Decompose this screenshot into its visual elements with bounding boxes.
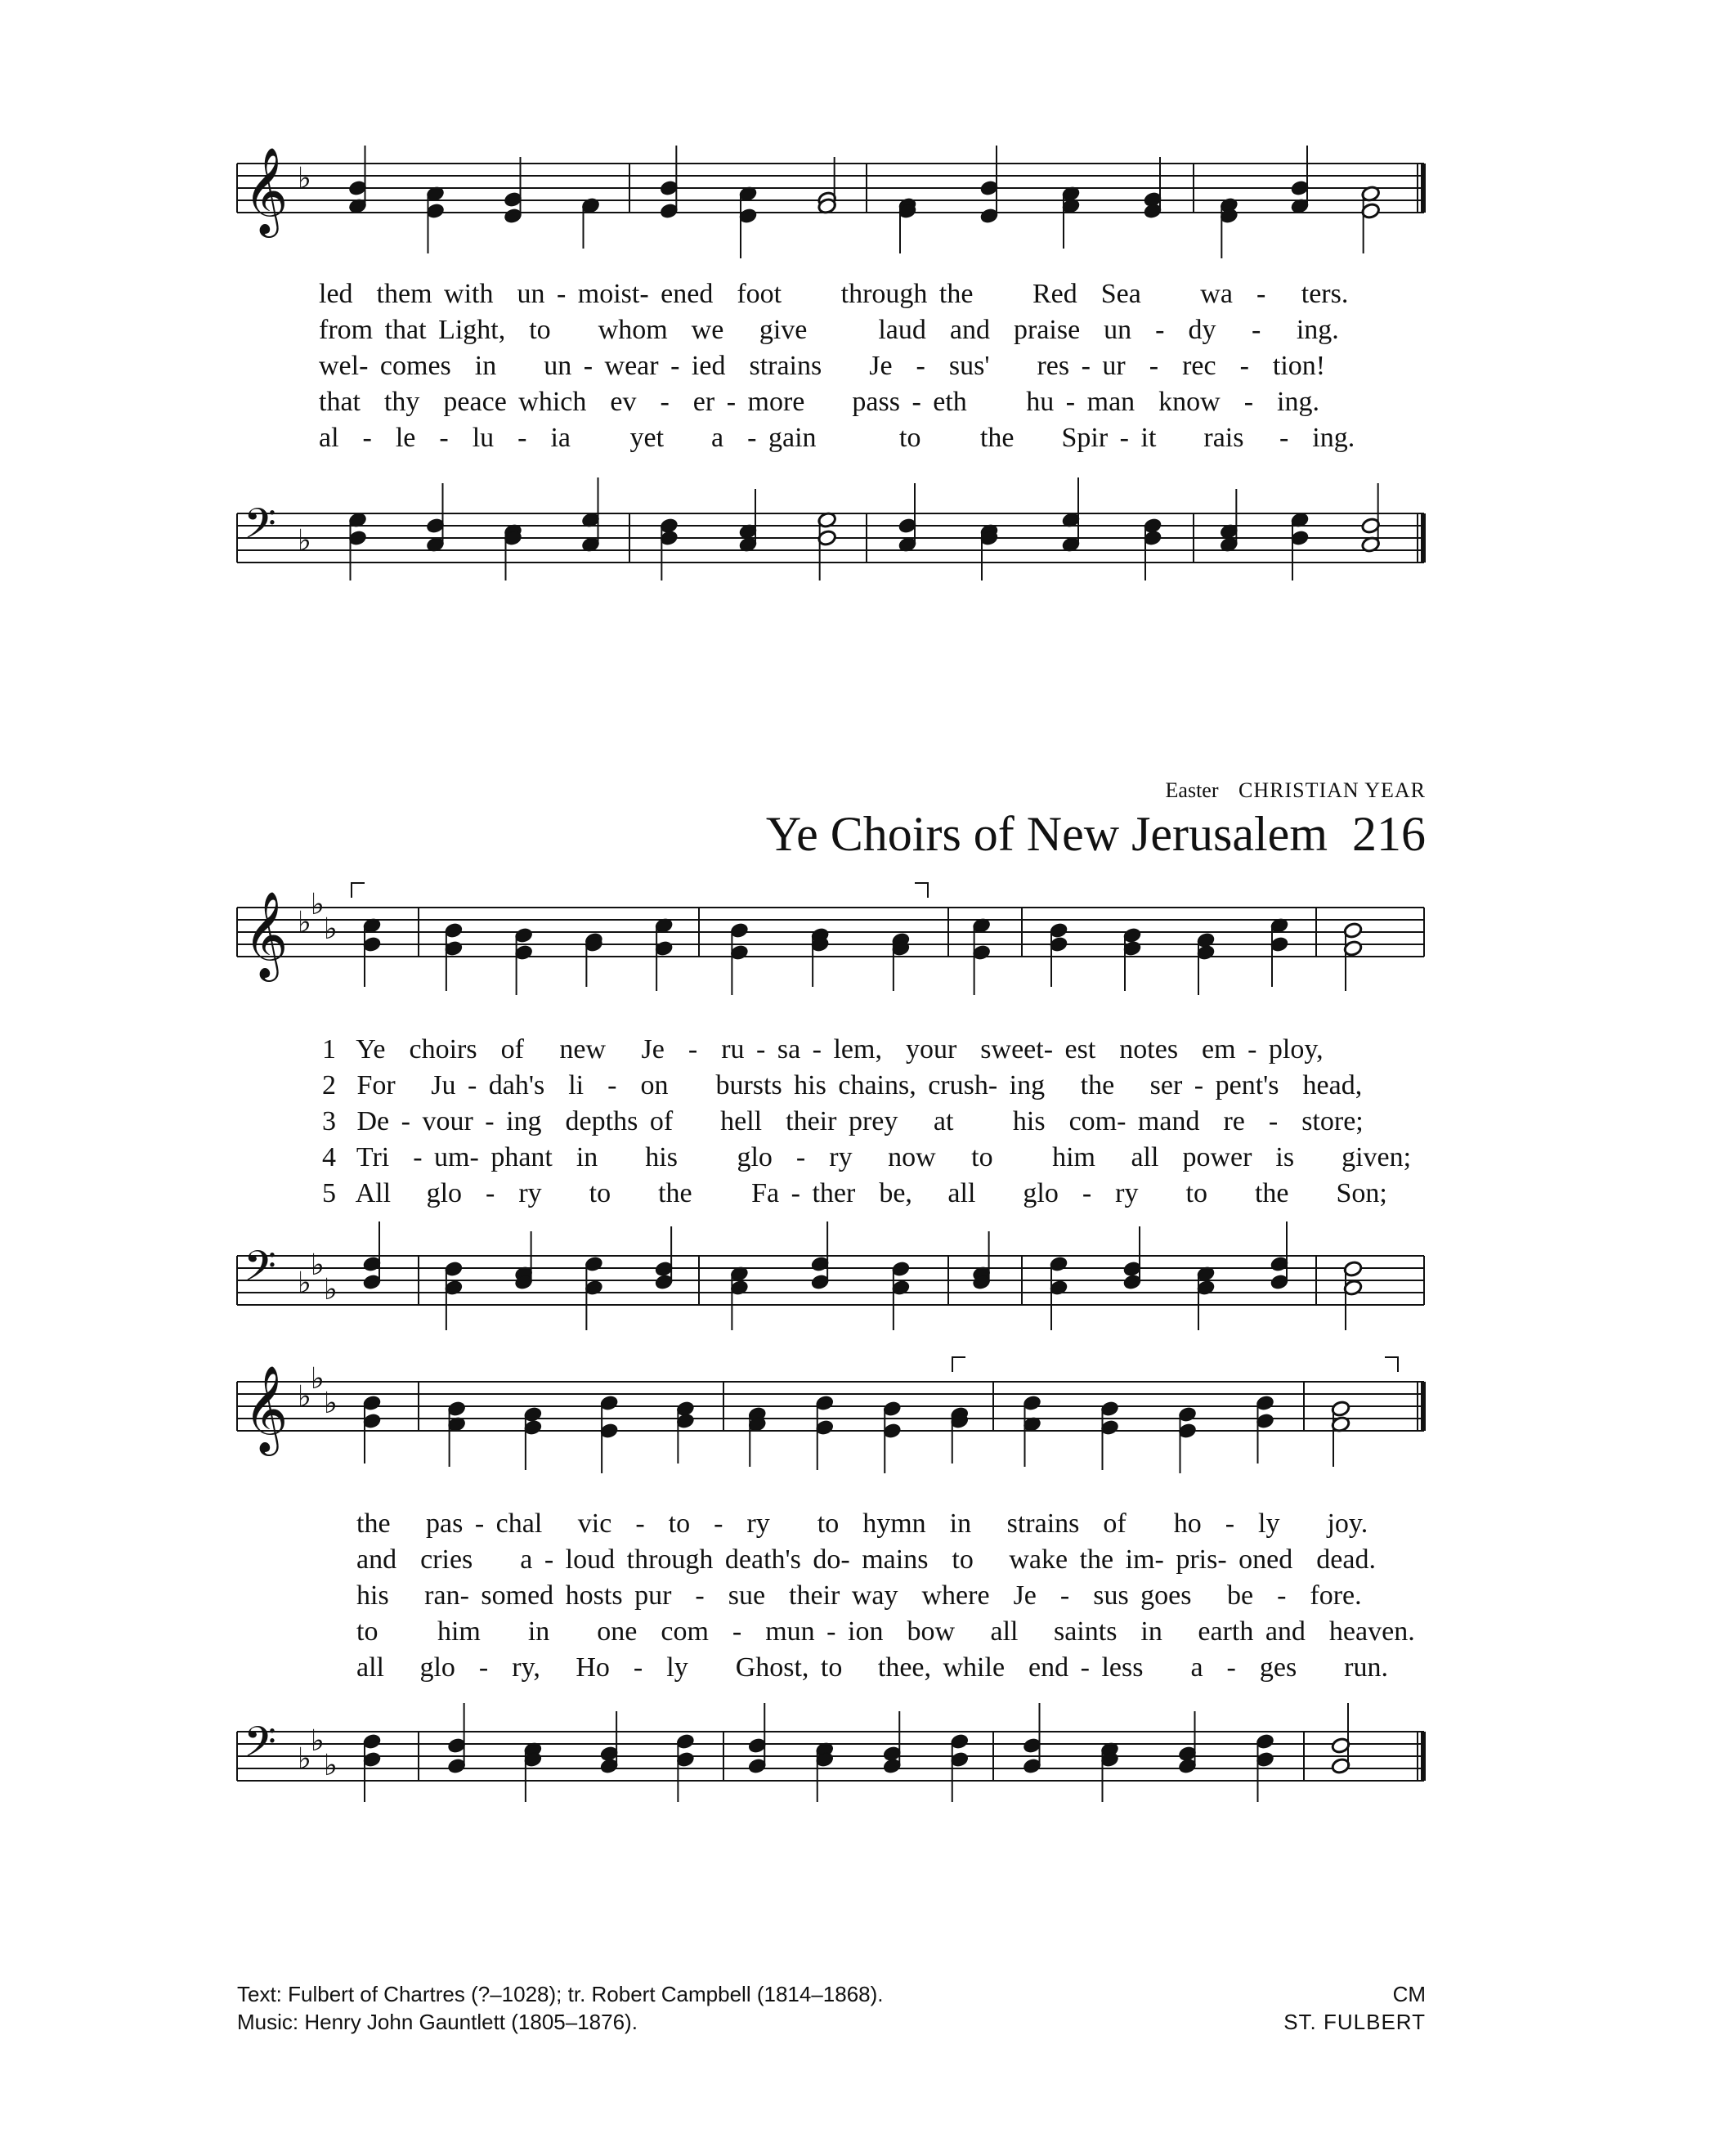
verse-line: 2 For Ju - dah's li - on bursts his chains, crush- ing the ser - pent's head, — [322, 1070, 1363, 1100]
flat-icon: ♭ — [311, 1248, 325, 1282]
meter-label: CM — [1392, 1982, 1426, 2006]
final-barline — [1421, 164, 1426, 213]
tune-name: ST. FULBERT — [1283, 2010, 1426, 2034]
verse-line: all glo - ry, Ho - ly Ghost, to thee, while end - less a - ges run. — [356, 1652, 1389, 1683]
flat-icon: ♭ — [298, 1742, 311, 1776]
flat-icon: ♭ — [311, 888, 325, 921]
hymn-title-row — [572, 806, 1426, 863]
credits — [237, 1980, 884, 2036]
hymn-category — [981, 778, 1426, 803]
phrase-bracket — [352, 883, 365, 898]
flat-icon: ♭ — [298, 1380, 311, 1414]
verse-line: to him in one com - mun - ion bow all saints in earth and heaven. — [356, 1616, 1415, 1647]
verse-line: 3 De - vour - ing depths of hell their prey at his com- mand re - store; — [322, 1106, 1364, 1136]
verse-line: 5 All glo - ry to the Fa - ther be, all glo - ry to the Son; — [322, 1178, 1387, 1208]
verse-line: 1 Ye choirs of new Je - ru - sa - lem, your sweet- est notes em - ploy, — [322, 1034, 1324, 1065]
phrase-bracket — [952, 1357, 965, 1372]
final-barline — [1421, 513, 1426, 563]
final-barline — [1421, 1732, 1426, 1781]
phrase-bracket — [1385, 1357, 1398, 1372]
verse-line: his ran- somed hosts pur - sue their way where Je - sus goes be - fore. — [356, 1580, 1362, 1611]
flat-icon: ♭ — [298, 1266, 311, 1300]
verse-line: 4 Tri - um- phant in his glo - ry now to him all power is given; — [322, 1142, 1412, 1172]
bass-clef-icon: 𝄢 — [244, 1241, 276, 1301]
treble-clef-icon: 𝄞 — [244, 890, 289, 978]
lyric-line: al - le - lu - ia yet a - gain to the Spir - it rais - ing. — [319, 423, 1355, 453]
phrase-bracket — [915, 883, 928, 898]
flat-icon: ♭ — [324, 912, 338, 946]
hymn-title: Ye Choirs of New Jerusalem — [765, 807, 1328, 861]
lyric-line: led them with un - moist- ened foot through the Red Sea wa - ters. — [319, 279, 1349, 309]
treble-clef-icon: 𝄞 — [244, 146, 289, 234]
flat-icon: ♭ — [298, 162, 311, 195]
bass-clef-icon: 𝄢 — [244, 499, 276, 558]
hymn-number: 216 — [1352, 807, 1426, 861]
flat-icon: ♭ — [324, 1387, 338, 1420]
flat-icon: ♭ — [324, 1273, 338, 1307]
previous-hymn-lyrics — [319, 276, 1398, 456]
occasion-label: Easter — [1165, 778, 1219, 802]
flat-icon: ♭ — [311, 1362, 325, 1396]
flat-icon: ♭ — [311, 1724, 325, 1758]
flat-icon: ♭ — [298, 906, 311, 939]
section-label: CHRISTIAN YEAR — [1238, 778, 1426, 802]
lyric-line: wel- comes in un - wear - ied strains Je - sus' res - ur - rec - tion! — [319, 351, 1326, 381]
final-barline — [1421, 1382, 1426, 1431]
verses-system-1 — [316, 1032, 1412, 1212]
treble-clef-icon: 𝄞 — [244, 1365, 289, 1452]
verse-line: the pas - chal vic - to - ry to hymn in strains of ho - ly joy. — [356, 1508, 1368, 1539]
verse-line: and cries a - loud through death's do- mains to wake the im- pris- oned dead. — [356, 1544, 1376, 1575]
bass-clef-icon: 𝄢 — [244, 1717, 276, 1777]
text-credit: Text: Fulbert of Chartres (?–1028); tr. Robert Campbell (1814–1868). — [237, 1982, 884, 2006]
lyric-line: from that Light, to whom we give laud and praise un - dy - ing. — [319, 315, 1339, 345]
music-credit: Music: Henry John Gauntlett (1805–1876). — [237, 2010, 638, 2034]
flat-icon: ♭ — [298, 524, 311, 558]
lyric-line: that thy peace which ev - er - more pass - eth hu - man know - ing. — [319, 387, 1319, 417]
verses-system-2 — [356, 1506, 1436, 1686]
flat-icon: ♭ — [324, 1749, 338, 1782]
meter-info — [1283, 1980, 1426, 2036]
